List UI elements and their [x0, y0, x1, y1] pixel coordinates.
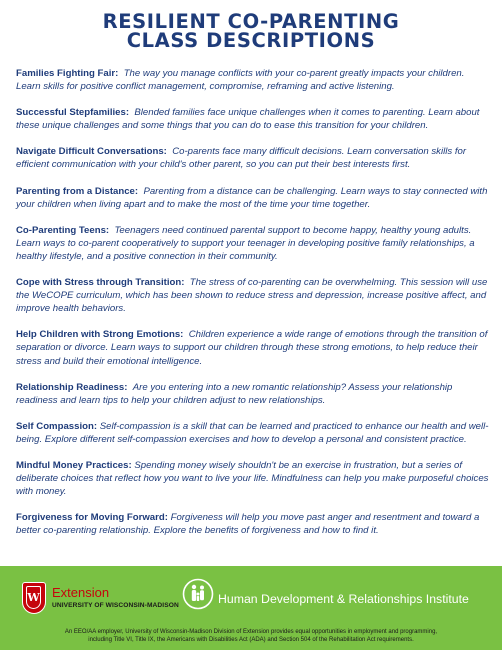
class-parenting-from-a-distance [16, 185, 490, 211]
class-self-compassion [16, 420, 490, 446]
class-description: The way you manage conflicts with your co-parent greatly impacts your children. Learn skills for positive conflict management, compromise, reframing and active listening. [16, 68, 465, 93]
class-name: Co-Parenting Teens: [16, 224, 110, 236]
class-description: Co-parents face many difficult decisions. Learn conversation skills for efficient communication with your child's other parent, so you can put their best interests first. [16, 146, 467, 171]
class-description: Forgiveness will help you move past anger and resentment and toward a better co-parenting relationship. Explore the benefits of forgiveness and how to find it. [16, 512, 480, 537]
family-people-icon [182, 578, 214, 610]
institute-name: Human Development & Relationships Institute [218, 592, 469, 606]
title-line-1: RESILIENT CO-PARENTING [102, 10, 400, 33]
class-description: Parenting from a distance can be challenging. Learn ways to stay connected with your children when living apart and to make the most of the time your time together. [16, 185, 488, 210]
class-description: Blended families face unique challenges when it comes to parenting. Learn about these unique challenges and some things that you can do to ease this transition for your children. [16, 107, 480, 132]
class-name: Mindful Money Practices: [16, 459, 132, 471]
disclaimer-line-1: An EEO/AA employer, University of Wisconsin-Madison Division of Extension provides equal opportunities in employment and programming, [64, 629, 438, 635]
title-line-2: CLASS DESCRIPTIONS [126, 29, 376, 52]
class-forgiveness-moving-forward [16, 511, 490, 537]
extension-name: Extension [52, 585, 110, 600]
class-description: Teenagers need continued parental support to become happy, healthy young adults. Learn ways to co-parent cooperatively to support your teenager in developing positive family relationships, a healthy lifestyle, and a positive connection in their community. [16, 224, 475, 262]
class-name: Families Fighting Fair: [16, 68, 119, 79]
class-name: Help Children with Strong Emotions: [16, 329, 184, 341]
extension-subtitle: UNIVERSITY OF WISCONSIN-MADISON [52, 602, 179, 609]
uw-crest-icon [22, 582, 46, 614]
class-relationship-readiness [16, 381, 490, 407]
class-description: Self-compassion is a skill that can be learned and practiced to enhance our health and well-being. Explore different self-compassion exercises and how to develop a personal and consistent practice. [16, 420, 489, 445]
class-description: Spending money wisely shouldn't be an exercise in frustration, but a series of deliberate choices that reflect how you want to live your life. Mindfulness can help you make purposeful choices with money. [16, 459, 489, 498]
class-navigate-difficult-conversations [16, 145, 490, 171]
class-name: Successful Stepfamilies: [16, 107, 130, 119]
eeo-disclaimer [10, 628, 492, 644]
footer-banner [0, 566, 502, 650]
class-name: Cope with Stress through Transition: [16, 277, 185, 289]
class-name: Parenting from a Distance: [16, 185, 139, 197]
class-description: The stress of co-parenting can be overwhelming. This session will use the WeCOPE curriculum, which has been shown to reduce stress and depression, increase positive affect, and improve health behaviors. [16, 277, 488, 315]
class-co-parenting-teens [16, 224, 490, 263]
institute-logo [182, 578, 492, 618]
class-help-children-strong-emotions [16, 328, 490, 367]
class-name: Forgiveness for Moving Forward: [16, 512, 168, 524]
class-name: Self Compassion: [16, 420, 98, 432]
class-list [16, 67, 490, 537]
class-mindful-money-practices [16, 459, 490, 498]
class-description: Are you entering into a new romantic relationship? Assess your relationship readiness and learn tips to help your children adjust to new relationships. [16, 381, 453, 406]
disclaimer-line-2: including Title VI, Title IX, the Americans with Disabilities Act (ADA) and Section 504 of the Rehabilitation Act requirements. [88, 637, 414, 643]
crest-letter: W [26, 586, 41, 609]
class-cope-with-stress [16, 276, 490, 315]
class-description: Children experience a wide range of emotions through the transition of separation or divorce. Learn ways to support our children through these strong emotions, to help reduce their stress and build their emotional intelligence. [16, 329, 488, 367]
class-name: Navigate Difficult Conversations: [16, 146, 167, 158]
class-families-fighting-fair [16, 67, 490, 93]
extension-logo [22, 580, 179, 620]
page-title [0, 12, 502, 50]
class-successful-stepfamilies [16, 106, 490, 132]
class-name: Relationship Readiness: [16, 381, 128, 393]
